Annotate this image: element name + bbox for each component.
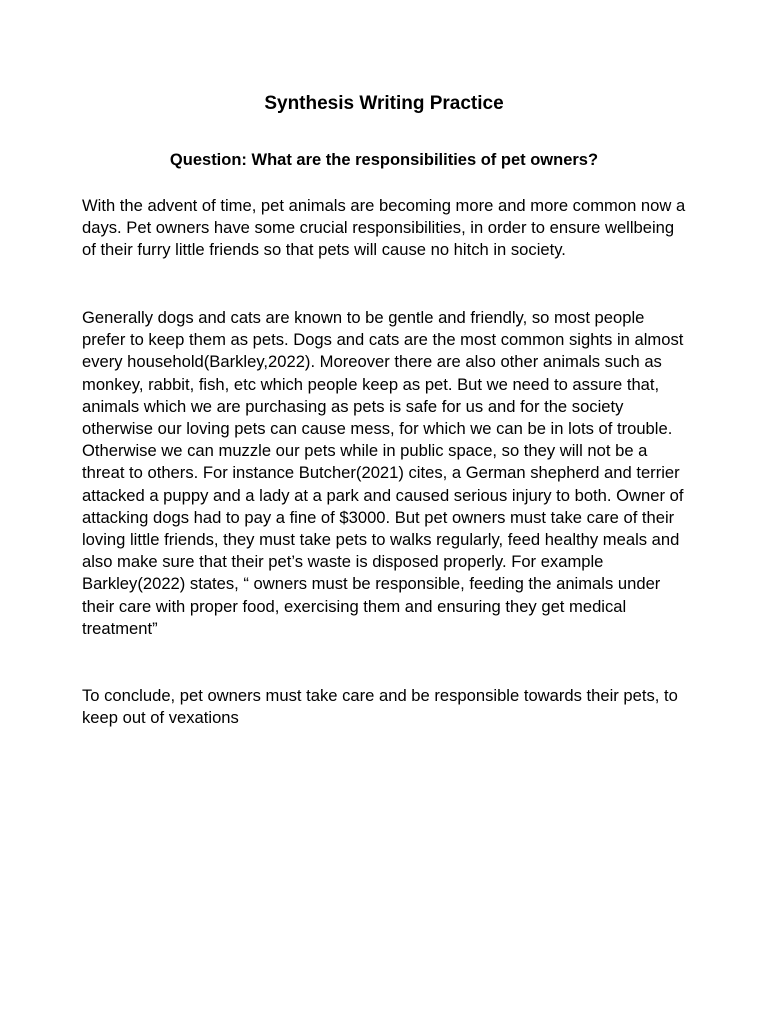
- document-title: Synthesis Writing Practice: [264, 93, 504, 114]
- paragraph-body: Generally dogs and cats are known to be gentle and friendly, so most people prefer to keep them as pets. Dogs and cats are the most common sights in almost every household(Barkley,2022). Moreover there are also other animals such as monkey, rabbit, fish, etc which people keep as pet. But we need to assure that, animals which we are purchasing as pets is safe for us and for the society otherwise our loving pets can cause mess, for which we can be in lots of trouble. Otherwise we can muzzle our pets while in public space, so they will not be a threat to others. For instance Butcher(2021) cites, a German shepherd and terrier attacked a puppy and a lady at a park and caused serious injury to both. Owner of attacking dogs had to pay a fine of $3000. But pet owners must take care of their loving little friends, they must take pets to walks regularly, feed healthy meals and also make sure that their pet’s waste is disposed properly. For example Barkley(2022) states, “ owners must be responsible, feeding the animals under their care with proper food, exercising them and ensuring they get medical treatment”: [82, 308, 684, 638]
- paragraph-introduction: With the advent of time, pet animals are becoming more and more common now a days. Pet owners have some crucial responsibilities, in order to ensure wellbeing of their furry little friends so that pets will cause no hitch in society.: [82, 196, 686, 260]
- paragraph-conclusion: To conclude, pet owners must take care and be responsible towards their pets, to keep out of vexations: [82, 686, 678, 728]
- question-heading: Question: What are the responsibilities of pet owners?: [169, 151, 599, 169]
